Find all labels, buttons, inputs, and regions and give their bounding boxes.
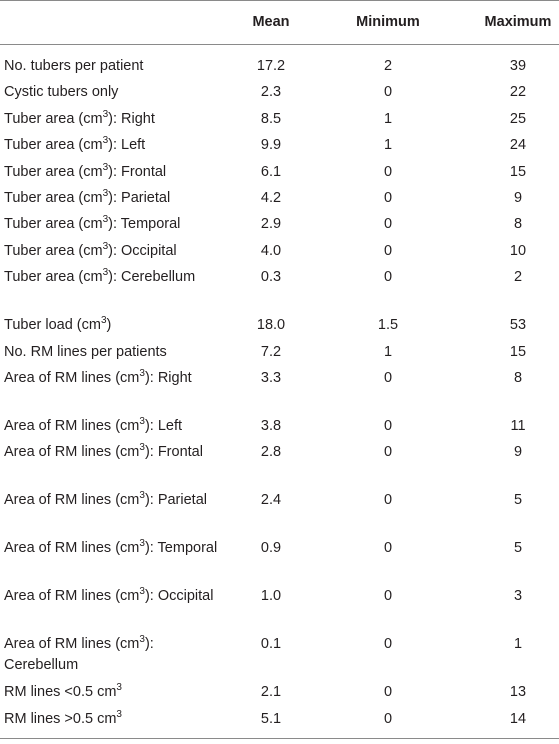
cell-maximum: 15 <box>509 163 527 180</box>
cell-mean: 2.3 <box>260 84 282 101</box>
row-label-superscript: 3 <box>139 368 145 380</box>
table-row <box>0 490 559 538</box>
row-label-text: Area of RM lines (cm <box>4 417 140 434</box>
cell-minimum: 0 <box>383 684 393 701</box>
cell-mean: 0.3 <box>260 269 282 286</box>
row-label-text: Area of RM lines (cm <box>4 444 140 461</box>
row-label <box>4 109 219 130</box>
cell-maximum: 15 <box>509 343 527 360</box>
cell-maximum: 9 <box>513 189 523 206</box>
cell-minimum: 0 <box>383 540 393 557</box>
table-body <box>0 56 559 735</box>
table-row <box>0 267 559 315</box>
table-row <box>0 342 559 368</box>
row-label <box>4 442 219 463</box>
cell-maximum: 11 <box>510 417 526 434</box>
table-row <box>0 188 559 214</box>
row-label-superscript: 3 <box>102 108 109 120</box>
row-label-superscript: 3 <box>139 538 145 550</box>
row-label <box>4 342 219 363</box>
cell-maximum: 2 <box>513 269 523 286</box>
row-label-superscript: 3 <box>139 586 145 598</box>
row-label-superscript: 3 <box>102 214 109 226</box>
row-label-suffix: ): Left <box>144 417 183 434</box>
cell-maximum: 9 <box>513 444 523 461</box>
row-label-suffix: ): Temporal <box>144 540 218 557</box>
cell-mean: 2.4 <box>260 492 282 509</box>
row-label <box>4 634 219 676</box>
row-label <box>4 82 219 103</box>
row-label <box>4 586 219 607</box>
table-row <box>0 586 559 634</box>
cell-minimum: 0 <box>383 636 393 653</box>
table-row <box>0 442 559 490</box>
row-label-text: Tuber area (cm <box>4 189 103 206</box>
cell-maximum: 8 <box>513 369 523 386</box>
table-row <box>0 135 559 161</box>
row-label-superscript: 3 <box>102 240 109 252</box>
row-label <box>4 162 219 183</box>
row-label-suffix: ): Cerebellum <box>108 269 196 286</box>
row-label-suffix: ): Parietal <box>108 189 171 206</box>
row-label-superscript: 3 <box>116 682 122 694</box>
table-row <box>0 109 559 135</box>
cell-minimum: 0 <box>383 369 393 386</box>
cell-mean: 2.8 <box>260 444 282 461</box>
row-label-superscript: 3 <box>139 416 145 428</box>
row-label-superscript: 3 <box>102 161 109 173</box>
cell-maximum: 14 <box>509 710 527 727</box>
cell-mean: 4.2 <box>260 189 282 206</box>
cell-minimum: 1 <box>383 110 393 127</box>
row-label-text: Tuber area (cm <box>4 110 103 127</box>
row-label-suffix: ): Right <box>108 110 155 127</box>
cell-maximum: 10 <box>509 242 527 259</box>
row-label-suffix: ) <box>106 317 112 334</box>
cell-minimum: 0 <box>383 269 393 286</box>
table-row <box>0 82 559 108</box>
row-label <box>4 315 219 336</box>
row-label <box>4 490 219 511</box>
cell-mean: 0.1 <box>260 636 282 653</box>
table-header-row <box>0 0 559 44</box>
table-row <box>0 368 559 416</box>
row-label-text: No. RM lines per patients <box>4 343 167 360</box>
row-label-text: Cystic tubers only <box>4 84 119 101</box>
table-row <box>0 315 559 341</box>
row-label-text: Tuber area (cm <box>4 137 103 154</box>
row-label-superscript: 3 <box>139 634 145 646</box>
row-label <box>4 241 219 262</box>
cell-mean: 3.3 <box>260 369 282 386</box>
cell-mean: 9.9 <box>260 137 282 154</box>
row-label-text: RM lines <0.5 cm <box>4 684 117 701</box>
cell-minimum: 0 <box>383 492 393 509</box>
row-label-suffix: ): Left <box>108 137 146 154</box>
row-label-superscript: 3 <box>139 490 145 502</box>
cell-mean: 4.0 <box>260 242 282 259</box>
row-label-suffix: ): Occipital <box>144 588 214 605</box>
cell-maximum: 53 <box>509 317 527 334</box>
table-row <box>0 682 559 708</box>
cell-minimum: 1 <box>383 343 393 360</box>
row-label-superscript: 3 <box>102 267 109 279</box>
cell-mean: 5.1 <box>260 710 282 727</box>
cell-minimum: 2 <box>383 58 393 74</box>
cell-minimum: 0 <box>383 189 393 206</box>
cell-minimum: 0 <box>383 444 393 461</box>
row-label <box>4 188 219 209</box>
row-label <box>4 135 219 156</box>
row-label-suffix: ): Frontal <box>108 163 167 180</box>
cell-minimum: 0 <box>383 84 393 101</box>
row-label-text: Area of RM lines (cm <box>4 540 140 557</box>
row-label <box>4 267 219 288</box>
row-label-text: No. tubers per patient <box>4 58 144 74</box>
row-label-text: Tuber load (cm <box>4 317 101 334</box>
cell-mean: 17.2 <box>256 58 286 74</box>
cell-mean: 18.0 <box>256 317 286 334</box>
row-label-text: Area of RM lines (cm <box>4 369 140 386</box>
table-bottom-rule <box>0 738 559 739</box>
cell-minimum: 1 <box>383 137 393 154</box>
cell-mean: 7.2 <box>260 343 282 360</box>
row-label-text: RM lines >0.5 cm <box>4 710 117 727</box>
table-row <box>0 538 559 586</box>
table-row <box>0 416 559 442</box>
cell-maximum: 8 <box>513 216 523 233</box>
row-label-text: Area of RM lines (cm <box>4 492 140 509</box>
cell-maximum: 22 <box>509 84 527 101</box>
table-row <box>0 709 559 735</box>
row-label-suffix: ): Temporal <box>108 216 181 233</box>
row-label-text: Area of RM lines (cm <box>4 588 140 605</box>
row-label-suffix: ): Parietal <box>144 492 207 509</box>
cell-mean: 8.5 <box>260 110 282 127</box>
row-label <box>4 682 219 703</box>
row-label-suffix: ): Cerebellum <box>4 636 154 674</box>
cell-mean: 6.1 <box>260 163 282 180</box>
row-label <box>4 416 219 437</box>
table-row <box>0 162 559 188</box>
cell-maximum: 3 <box>513 588 523 605</box>
row-label-text: Tuber area (cm <box>4 242 103 259</box>
row-label-superscript: 3 <box>100 315 107 327</box>
cell-maximum: 24 <box>509 137 527 154</box>
row-label-text: Tuber area (cm <box>4 269 103 286</box>
row-label-superscript: 3 <box>116 708 122 720</box>
cell-mean: 2.9 <box>260 216 282 233</box>
table-row <box>0 241 559 267</box>
cell-minimum: 1.5 <box>377 317 399 334</box>
cell-mean: 0.9 <box>260 540 282 557</box>
cell-mean: 3.8 <box>260 417 282 434</box>
cell-maximum: 13 <box>509 684 527 701</box>
header-maximum: Maximum <box>484 14 552 30</box>
row-label <box>4 214 219 235</box>
table-row <box>0 214 559 240</box>
cell-maximum: 39 <box>509 58 527 74</box>
cell-maximum: 1 <box>513 636 523 653</box>
table-row <box>0 634 559 682</box>
cell-minimum: 0 <box>383 417 393 434</box>
row-label <box>4 709 219 730</box>
row-label-suffix: ): Frontal <box>144 444 203 461</box>
cell-minimum: 0 <box>383 710 393 727</box>
cell-minimum: 0 <box>383 216 393 233</box>
cell-mean: 2.1 <box>260 684 282 701</box>
header-mean: Mean <box>252 14 290 30</box>
cell-minimum: 0 <box>383 163 393 180</box>
row-label-text: Tuber area (cm <box>4 216 103 233</box>
cell-mean: 1.0 <box>260 588 282 605</box>
row-label <box>4 368 219 389</box>
header-divider-rule <box>0 44 559 45</box>
cell-maximum: 5 <box>513 492 523 509</box>
row-label-text: Area of RM lines (cm <box>4 636 140 653</box>
row-label <box>4 538 219 559</box>
row-label-superscript: 3 <box>102 188 109 200</box>
row-label-suffix: ): Occipital <box>108 242 177 259</box>
row-label-text: Tuber area (cm <box>4 163 103 180</box>
table-row <box>0 56 559 82</box>
cell-minimum: 0 <box>383 242 393 259</box>
cell-maximum: 25 <box>509 110 527 127</box>
row-label <box>4 56 219 77</box>
row-label-superscript: 3 <box>102 135 109 147</box>
cell-maximum: 5 <box>513 540 523 557</box>
header-minimum: Minimum <box>356 14 420 30</box>
cell-minimum: 0 <box>383 588 393 605</box>
row-label-suffix: ): Right <box>144 369 192 386</box>
row-label-superscript: 3 <box>139 442 145 454</box>
